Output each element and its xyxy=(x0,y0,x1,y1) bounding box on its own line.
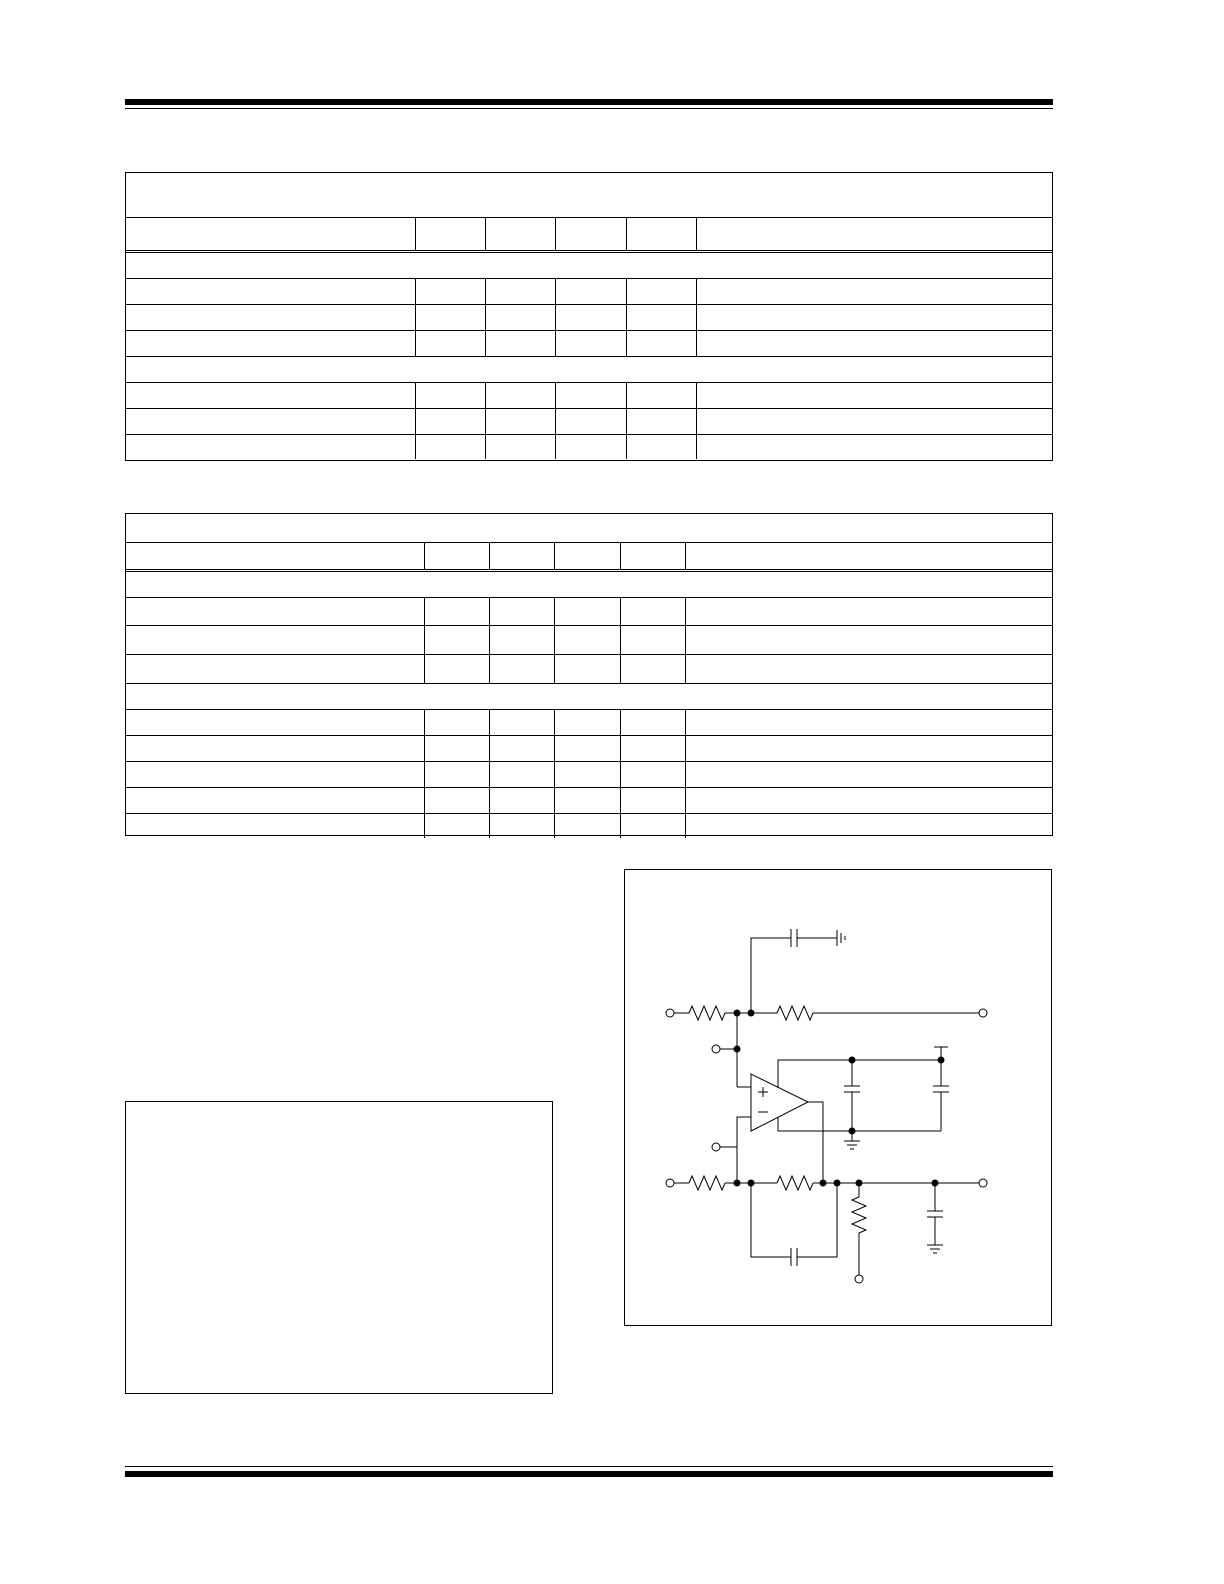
table-cell xyxy=(489,598,554,625)
table-cell xyxy=(126,655,424,683)
table-cell xyxy=(554,655,620,683)
table-2-section-label xyxy=(126,683,1052,709)
table-cell xyxy=(126,762,424,787)
top-capacitor-branch xyxy=(751,929,845,1013)
bottom-input-row xyxy=(666,1176,987,1190)
table-row xyxy=(126,597,1052,625)
table-cell xyxy=(696,331,1052,356)
feedback-capacitor-branch xyxy=(751,1183,837,1266)
footer-rule-thin xyxy=(125,1466,1053,1467)
table-row xyxy=(126,625,1052,654)
table-cell xyxy=(489,762,554,787)
table-cell xyxy=(424,788,489,813)
table-1-title xyxy=(126,173,1052,218)
table-cell xyxy=(415,331,485,356)
table-cell xyxy=(126,814,424,838)
table-2 xyxy=(125,513,1053,836)
table-cell xyxy=(685,655,1052,683)
table-2-col-header xyxy=(620,543,685,569)
junction-dot xyxy=(748,1010,754,1016)
table-cell xyxy=(415,279,485,304)
header-rule-thin xyxy=(125,108,1053,109)
table-1-col-header xyxy=(626,218,696,250)
table-cell xyxy=(620,626,685,654)
table-1-col-header xyxy=(485,218,555,250)
table-cell xyxy=(424,762,489,787)
table-cell xyxy=(424,655,489,683)
table-cell xyxy=(415,435,485,459)
table-cell xyxy=(126,736,424,761)
table-2-col-header xyxy=(685,543,1052,569)
table-cell xyxy=(126,435,415,459)
table-cell xyxy=(126,279,415,304)
output-wire xyxy=(808,1102,823,1183)
footer-rule-thick xyxy=(125,1471,1053,1477)
table-cell xyxy=(489,655,554,683)
header-rule-thick xyxy=(125,99,1053,105)
table-1-col-header xyxy=(415,218,485,250)
table-row xyxy=(126,434,1052,459)
table-cell xyxy=(696,305,1052,330)
junction-dot xyxy=(820,1180,826,1186)
table-row xyxy=(126,787,1052,813)
table-cell xyxy=(620,762,685,787)
table-cell xyxy=(489,788,554,813)
table-cell xyxy=(685,626,1052,654)
terminal-icon xyxy=(712,1045,720,1053)
table-cell xyxy=(424,814,489,838)
table-cell xyxy=(126,305,415,330)
table-cell xyxy=(415,305,485,330)
table-cell xyxy=(685,762,1052,787)
table-2-col-header xyxy=(424,543,489,569)
table-cell xyxy=(626,279,696,304)
table-cell xyxy=(696,409,1052,434)
table-cell xyxy=(554,598,620,625)
table-2-header-row xyxy=(126,543,1052,572)
table-2-col-header xyxy=(126,543,424,569)
table-2-section-label xyxy=(126,572,1052,597)
table-1-section-label xyxy=(126,356,1052,382)
ground-icon xyxy=(844,1141,860,1149)
table-cell xyxy=(620,788,685,813)
table-cell xyxy=(126,331,415,356)
table-cell xyxy=(554,626,620,654)
output-filter-capacitor xyxy=(927,1183,943,1253)
table-cell xyxy=(685,710,1052,735)
junction-dot xyxy=(734,1180,740,1186)
schematic-diagram xyxy=(625,870,1051,1325)
table-cell xyxy=(424,626,489,654)
table-row xyxy=(126,278,1052,304)
table-cell xyxy=(555,279,626,304)
table-cell xyxy=(555,435,626,459)
table-cell xyxy=(485,435,555,459)
table-cell xyxy=(424,710,489,735)
table-2-col-header xyxy=(554,543,620,569)
table-row xyxy=(126,735,1052,761)
junction-dot xyxy=(734,1046,740,1052)
table-cell xyxy=(555,331,626,356)
table-cell xyxy=(554,736,620,761)
table-cell xyxy=(554,788,620,813)
table-cell xyxy=(554,814,620,838)
resistor-icon xyxy=(852,1197,866,1233)
table-1-section-label xyxy=(126,253,1052,278)
table-cell xyxy=(554,710,620,735)
table-cell xyxy=(555,409,626,434)
table-row xyxy=(126,654,1052,683)
terminal-icon xyxy=(855,1275,863,1283)
table-cell xyxy=(626,331,696,356)
table-cell xyxy=(485,305,555,330)
table-row xyxy=(126,709,1052,735)
table-row xyxy=(126,304,1052,330)
table-1 xyxy=(125,172,1053,461)
terminal-icon xyxy=(979,1179,987,1187)
table-cell xyxy=(489,626,554,654)
ground-icon xyxy=(837,930,845,946)
load-resistor-branch xyxy=(852,1183,866,1283)
top-input-row xyxy=(666,1006,987,1020)
table-cell xyxy=(685,814,1052,838)
table-cell xyxy=(485,279,555,304)
table-cell xyxy=(685,788,1052,813)
table-1-col-header xyxy=(696,218,1052,250)
table-cell xyxy=(626,435,696,459)
table-row xyxy=(126,330,1052,356)
table-2-col-header xyxy=(489,543,554,569)
ground-icon xyxy=(927,1245,943,1253)
table-cell xyxy=(489,736,554,761)
table-cell xyxy=(554,762,620,787)
table-cell xyxy=(126,409,415,434)
resistor-icon xyxy=(777,1006,813,1020)
table-cell xyxy=(126,598,424,625)
table-row xyxy=(126,813,1052,838)
table-cell xyxy=(696,435,1052,459)
table-row xyxy=(126,382,1052,408)
resistor-icon xyxy=(689,1176,725,1190)
inverting-input-wiring xyxy=(712,1117,751,1183)
table-cell xyxy=(620,710,685,735)
table-cell xyxy=(626,383,696,408)
terminal-icon xyxy=(979,1009,987,1017)
resistor-icon xyxy=(689,1006,725,1020)
table-cell xyxy=(424,598,489,625)
table-1-header-row xyxy=(126,218,1052,253)
table-cell xyxy=(424,736,489,761)
table-cell xyxy=(126,626,424,654)
table-cell xyxy=(489,814,554,838)
table-cell xyxy=(620,598,685,625)
table-cell xyxy=(685,598,1052,625)
terminal-icon xyxy=(712,1143,720,1151)
table-cell xyxy=(126,710,424,735)
schematic-figure xyxy=(624,869,1052,1326)
table-cell xyxy=(126,383,415,408)
terminal-icon xyxy=(666,1009,674,1017)
terminal-icon xyxy=(666,1179,674,1187)
table-row xyxy=(126,761,1052,787)
table-1-col-header xyxy=(555,218,626,250)
table-2-title xyxy=(126,514,1052,543)
table-cell xyxy=(620,655,685,683)
table-cell xyxy=(415,383,485,408)
supply-decoupling xyxy=(778,1047,949,1149)
note-box xyxy=(125,1101,553,1394)
table-cell xyxy=(555,305,626,330)
table-cell xyxy=(620,736,685,761)
table-cell xyxy=(626,409,696,434)
table-cell xyxy=(620,814,685,838)
table-cell xyxy=(685,736,1052,761)
table-cell xyxy=(696,279,1052,304)
op-amp-icon xyxy=(751,1074,808,1131)
table-cell xyxy=(415,409,485,434)
table-cell xyxy=(485,409,555,434)
resistor-icon xyxy=(777,1176,813,1190)
table-cell xyxy=(489,710,554,735)
table-1-col-header xyxy=(126,218,415,250)
table-row xyxy=(126,408,1052,434)
table-cell xyxy=(126,788,424,813)
table-cell xyxy=(696,383,1052,408)
table-cell xyxy=(485,383,555,408)
table-cell xyxy=(555,383,626,408)
table-cell xyxy=(485,331,555,356)
noninverting-input-wiring xyxy=(712,1013,751,1087)
table-cell xyxy=(626,305,696,330)
